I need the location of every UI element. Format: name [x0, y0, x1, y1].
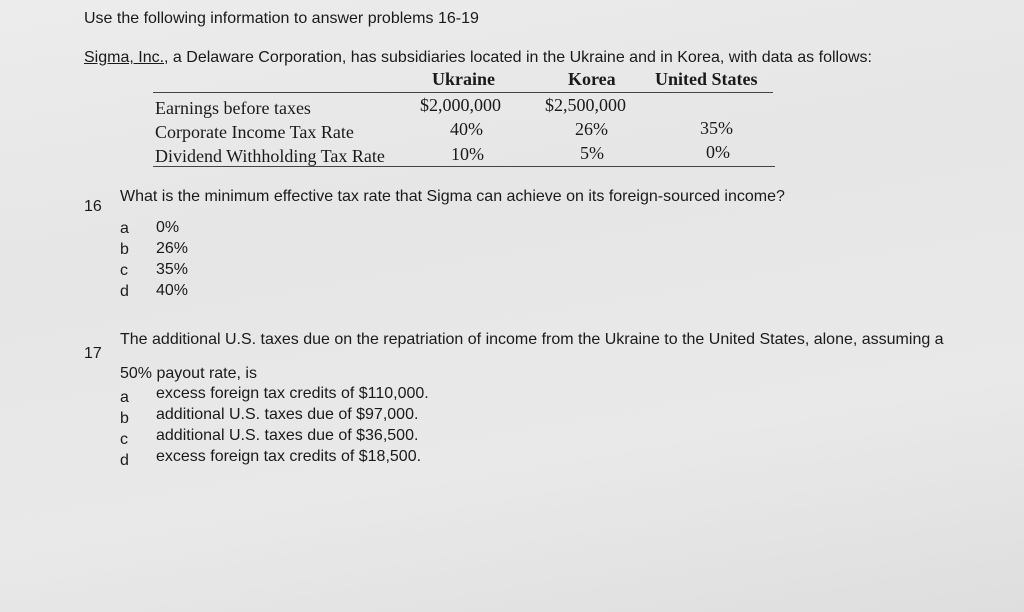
cell-corp-tax-korea: 26% [575, 119, 608, 139]
problem-lead [84, 49, 872, 67]
question-text-line-2: 50% payout rate, is [120, 365, 257, 382]
cell-earnings-ukraine: $2,000,000 [420, 95, 501, 115]
option-letter: c [120, 431, 128, 448]
option-letter: a [120, 389, 129, 406]
option-text: 35% [156, 261, 189, 278]
option-letter: b [120, 410, 129, 427]
cell-withholding-ukraine: 10% [451, 144, 484, 164]
lead-rest: , a Delaware Corporation, has subsidiaries located in the Ukraine and in Korea, with data as follows: [164, 49, 872, 66]
option-letter: c [120, 262, 128, 279]
row-label-earnings: Earnings before taxes [155, 98, 311, 118]
cell-corp-tax-us: 35% [700, 118, 733, 138]
option-letter: d [120, 452, 129, 469]
intro-text: Use the following information to answer problems 16-19 [84, 10, 479, 27]
company-name: Sigma, Inc. [84, 49, 165, 66]
option-letter: b [120, 241, 129, 258]
cell-earnings-korea: $2,500,000 [545, 95, 626, 115]
option-text: 40% [156, 282, 189, 299]
row-label-corp-tax: Corporate Income Tax Rate [155, 122, 354, 142]
col-header-ukraine: Ukraine [432, 69, 495, 89]
cell-corp-tax-ukraine: 40% [450, 119, 483, 139]
cell-withholding-us: 0% [706, 142, 730, 162]
col-header-korea: Korea [568, 69, 616, 89]
option-text: 26% [156, 240, 189, 257]
table-bottom-rule [153, 166, 775, 167]
question-number: 16 [84, 198, 102, 215]
row-label-withholding: Dividend Withholding Tax Rate [155, 146, 385, 166]
question-text-line-1: The additional U.S. taxes due on the repatriation of income from the Ukraine to the United States, alone, assuming a [120, 331, 944, 348]
cell-withholding-korea: 5% [580, 143, 604, 163]
question-text: What is the minimum effective tax rate that Sigma can achieve on its foreign-sourced income? [120, 188, 785, 205]
option-text: excess foreign tax credits of $18,500. [156, 448, 422, 465]
table-top-rule [153, 92, 773, 93]
option-text: excess foreign tax credits of $110,000. [156, 385, 429, 402]
option-text: additional U.S. taxes due of $36,500. [156, 427, 419, 444]
option-text: 0% [156, 219, 180, 236]
option-letter: a [120, 220, 129, 237]
question-number: 17 [84, 345, 102, 362]
option-letter: d [120, 283, 129, 300]
option-text: additional U.S. taxes due of $97,000. [156, 406, 419, 423]
col-header-us: United States [655, 69, 758, 89]
